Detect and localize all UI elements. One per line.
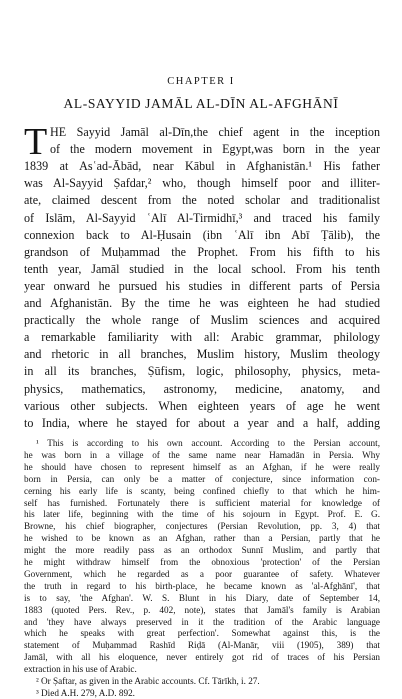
footnote-line: extraction in his use of Arabic. <box>24 664 137 675</box>
body-line: various other subjects. When eighteen years of age he went <box>24 398 380 413</box>
footnote-line: the truth in regard to his birth-place, he became known as 'al-Afghānī', that <box>24 580 380 591</box>
chapter-number: CHAPTER I <box>167 76 235 87</box>
body-line: of Islām, Al-Sayyid ʿAlī Al-Tirmidhī,³ and traced his family <box>24 210 380 225</box>
footnote-line: self has furnished. Fortunately there is sufficient material for knowledge of <box>24 497 380 508</box>
body-line: was Al-Sayyid Ṣafdar,² who, though himself poor and illiter- <box>24 176 380 191</box>
body-line: a remarkable familiarity with all: Arabic grammar, philology <box>24 330 380 345</box>
footnote-line: ¹ This is according to his own account. According to the Persian account, <box>36 438 380 448</box>
body-line: tenth year, Jamāl studied in the local school. From his tenth <box>24 261 380 276</box>
footnote-line: he might withdraw himself from the obnoxious 'protection' of the Persian <box>24 557 380 567</box>
footnote-line: cerning his early life is scanty, being confined chiefly to that which he him- <box>24 485 380 496</box>
body-line: and Afghanistān. By the time he was eighteen he had studied <box>24 296 380 310</box>
footnote-line: his later life, beginning with the time of his sojourn in Egypt. Prof. E. G. <box>24 509 380 520</box>
footnote-line: ² Or Ṣaftar, as given in the Arabic accounts. Cf. Tārīkh, i. 27. <box>36 676 260 686</box>
body-line: 1839 at Asʿad-Ābād, near Kābul in Afghanistān.¹ His father <box>24 159 380 174</box>
footnote-line: might the more readily pass as an orthodox Sunnī Muslim, and partly that <box>24 545 380 556</box>
body-line: ate, claimed descent from the noted scholar and traditionalist <box>24 193 380 208</box>
chapter-title: AL-SAYYID JAMĀL AL-DĪN AL-AFGHĀNĪ <box>63 96 339 111</box>
footnote-line: he was born in a village of the same name near Hamadān in Persia. Why <box>24 449 380 460</box>
body-line: year onward he pursued his studies in different parts of Persia <box>24 278 380 293</box>
body-line: physics, mathematics, astronomy, medicine, anatomy, and <box>24 381 380 396</box>
footnote-line: which he speaks with great perfection'. Somewhat against this, is the <box>24 628 380 639</box>
footnote-line: is to say, 'the Afghan'. W. S. Blunt in his Diary, date of September 14, <box>24 592 380 603</box>
footnote-line: ³ Died A.H. 279, A.D. 892. <box>36 687 135 698</box>
footnote-line: Government, which he regarded as a poor guarantee of safety. Whatever <box>24 568 380 579</box>
body-line: connexion back to Al-Ḥusain (ibn ʿAlī ibn Abī Ṭālib), the <box>24 227 380 242</box>
body-line: practically the whole range of Muslim sciences and acquired <box>24 313 380 328</box>
footnote-line: Jamāl, with all his eloquence, never entirely got rid of traces of his Persian <box>24 652 380 663</box>
body-line: grandson of Muḥammad the Prophet. From his fifth to his <box>24 244 380 259</box>
footnote-line: born in Persia, can only be a matter of conjecture, since information con- <box>24 473 380 484</box>
footnote-line: Browne, his chief biographer, conjectures (Persian Revolution, pp. 3, 4) that <box>24 521 380 532</box>
body-line: in all its branches, Ṣūfism, logic, philosophy, physics, meta- <box>24 364 380 379</box>
body-line: HE Sayyid Jamāl al-Dīn,the chief agent in the inception <box>50 125 380 139</box>
drop-cap: T <box>24 121 48 163</box>
body-line: to India, where he stayed for about a year and a half, adding <box>24 415 380 430</box>
body-line: of the modern movement in Egypt,was born in the year <box>50 142 380 157</box>
footnote-line: he should have chosen to represent himself as an Afghan, if he were really <box>24 461 380 472</box>
footnote-line: he wished to be known as an Afghan, rather than a Persian, partly that he <box>24 533 380 544</box>
body-line: and rhetoric in all branches, Muslim history, Muslim theology <box>24 347 380 362</box>
footnote-line: 1883 (quoted Pers. Rev., p. 402, note), states that Jamāl's family is Arabian <box>24 604 380 615</box>
footnote-line: and 'they have always preserved in it the tradition of the Arabic language <box>24 616 380 627</box>
footnote-line: statement of Muḥammad Rashīd Riḍā (Al-Manār, viii (1905), 389) that <box>24 640 380 651</box>
